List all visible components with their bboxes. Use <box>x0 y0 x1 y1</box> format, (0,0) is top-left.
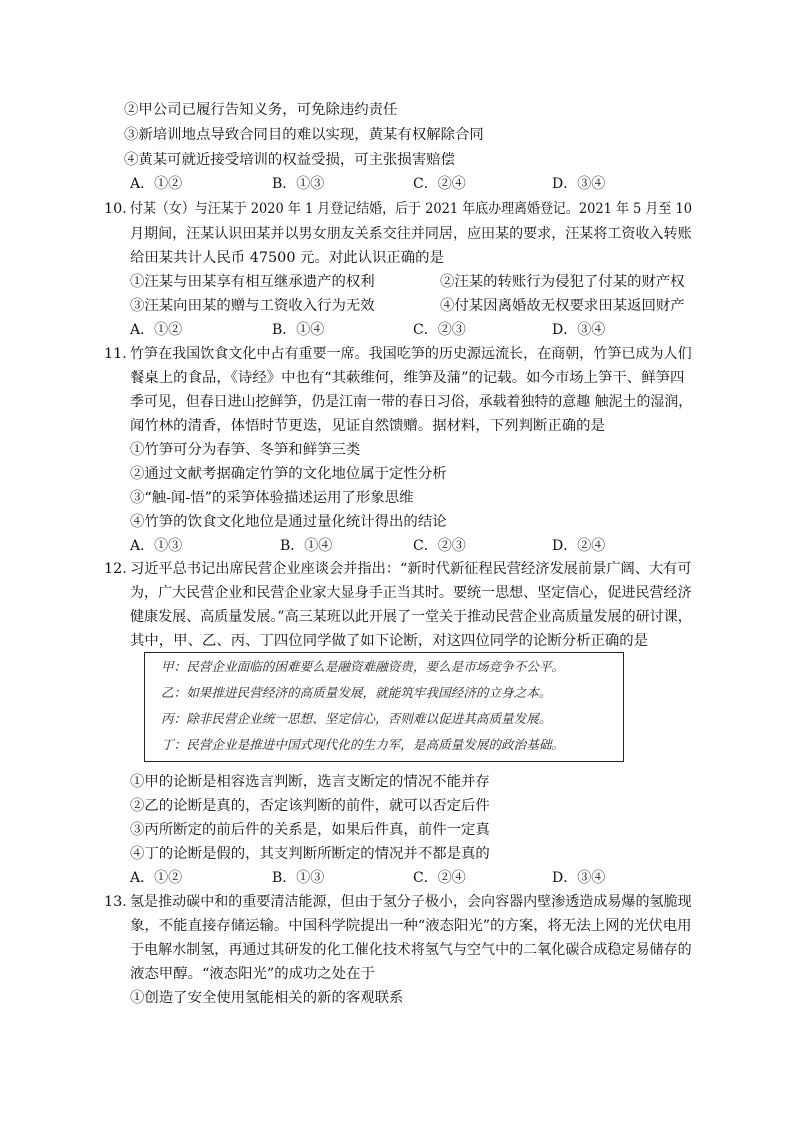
q13-stem-line-2: 象，不能直接存储运输。中国科学院提出一种“液态阳光”的方案，将无法上网的光伏电用 <box>130 918 692 934</box>
q9-option-c: C．②④ <box>413 176 466 192</box>
q12-stem-line-3: 健康发展、高质量发展。”高三某班以此开展了一堂关于推动民营企业高质量发展的研讨课， <box>130 609 692 625</box>
q12-stem-line-2: 为，广大民营企业和民营企业家大显身手正当其时。要统一思想、坚定信心，促进民营经济 <box>130 585 692 601</box>
q10-option-c: C．②③ <box>413 322 466 338</box>
q10-stem-line-1: 付某（女）与汪某于 2020 年 1 月登记结婚，后于 2021 年底办理离婚登记。2021 年 5 月至 10 <box>130 201 692 217</box>
q9-statement-2: ②甲公司已履行告知义务，可免除违约责任 <box>124 102 398 118</box>
q13-stem-line-3: 于电解水制氢，再通过其研发的化工催化技术将氢气与空气中的二氧化碳合成稳定易储存的 <box>130 942 692 958</box>
q9-statement-4: ④黄某可就近接受培训的权益受损，可主张损害赔偿 <box>124 152 455 168</box>
q11-option-b: B．①④ <box>280 538 333 554</box>
q10-number: 10． <box>104 201 137 217</box>
q10-stem-line-2: 月期间，汪某认识田某并以男女朋友关系交往并同居，应田某的要求，汪某将工资收入转账 <box>130 226 692 242</box>
q11-option-a: A．①③ <box>130 538 183 554</box>
q10-statement-1: ①汪某与田某享有相互继承遗产的权利 <box>130 274 375 290</box>
q10-option-b: B．①④ <box>272 322 325 338</box>
q11-stem-line-2: 餐桌上的食品，《诗经》中也有“其蔌维何，维笋及蒲”的记载。如今市场上笋干、鲜笋四 <box>130 370 685 386</box>
q11-statement-2: ②通过文献考据确定竹笋的文化地位属于定性分析 <box>130 466 447 482</box>
q13-stem-line-1: 氢是推动碳中和的重要清洁能源，但由于氢分子极小，会向容器内壁渗透造成易爆的氢脆现 <box>130 894 692 910</box>
q11-option-d: D．②④ <box>552 538 606 554</box>
q12-statement-1: ①甲的论断是相容选言判断，选言支断定的情况不能并存 <box>130 774 490 790</box>
q12-assertion-jia: 甲：民营企业面临的困难要么是融资难融资贵，要么是市场竞争不公平。 <box>161 659 564 674</box>
q13-number: 13． <box>104 894 137 910</box>
q11-stem-line-1: 竹笋在我国饮食文化中占有重要一席。我国吃笋的历史源远流长，在商朝，竹笋已成为人们 <box>130 346 692 362</box>
q12-assertion-ding: 丁：民营企业是推进中国式现代化的生力军，是高质量发展的政治基础。 <box>161 737 564 752</box>
q10-stem-line-3: 给田某共计人民币 47500 元。对此认识正确的是 <box>130 250 444 266</box>
q11-stem-line-4: 闻竹林的清香，体悟时节更迭，见证自然馈赠。据材料，下列判断正确的是 <box>130 418 605 434</box>
q13-stem-line-4: 液态甲醇。“液态阳光”的成功之处在于 <box>130 966 375 982</box>
q9-option-d: D．③④ <box>552 176 606 192</box>
q10-statement-2: ②汪某的转账行为侵犯了付某的财产权 <box>440 274 685 290</box>
q9-option-a: A．①② <box>130 176 183 192</box>
q11-statement-1: ①竹笋可分为春笋、冬笋和鲜笋三类 <box>130 442 361 458</box>
q12-option-d: D．③④ <box>552 870 606 886</box>
q11-statement-3: ③“触-闻-悟”的采笋体验描述运用了形象思维 <box>130 490 414 506</box>
q10-option-d: D．③④ <box>552 322 606 338</box>
q11-number: 11． <box>104 346 137 362</box>
q12-statement-3: ③丙所断定的前后件的关系是，如果后件真，前件一定真 <box>130 822 490 838</box>
q12-option-a: A．①② <box>130 870 183 886</box>
q9-statement-3: ③新培训地点导致合同目的难以实现，黄某有权解除合同 <box>124 127 484 143</box>
q12-statement-4: ④丁的论断是假的，其支判断所断定的情况并不都是真的 <box>130 846 490 862</box>
q11-stem-line-3: 季可见，但春日进山挖鲜笋，仍是江南一带的春日习俗，承载着独特的意趣 触泥土的湿润， <box>130 394 693 410</box>
q12-option-b: B．①③ <box>272 870 325 886</box>
q9-option-b: B．①③ <box>272 176 325 192</box>
q12-option-c: C．②④ <box>413 870 466 886</box>
q12-assertion-yi: 乙：如果推进民营经济的高质量发展，就能筑牢我国经济的立身之本。 <box>161 685 552 700</box>
q11-option-c: C．②③ <box>413 538 466 554</box>
q12-number: 12． <box>104 561 137 577</box>
q12-stem-line-1: 习近平总书记出席民营企业座谈会并指出：“新时代新征程民营经济发展前景广阔、大有可 <box>130 561 692 577</box>
q11-statement-4: ④竹笋的饮食文化地位是通过量化统计得出的结论 <box>130 514 447 530</box>
q10-statement-4: ④付某因离婚故无权要求田某返回财产 <box>440 298 685 314</box>
q10-option-a: A．①② <box>130 322 183 338</box>
q12-assertion-box <box>144 652 624 762</box>
q12-stem-line-4: 其中，甲、乙、丙、丁四位同学做了如下论断，对这四位同学的论断分析正确的是 <box>130 633 649 649</box>
q10-statement-3: ③汪某向田某的赠与工资收入行为无效 <box>130 298 375 314</box>
q12-statement-2: ②乙的论断是真的，否定该判断的前件，就可以否定后件 <box>130 798 490 814</box>
q12-assertion-bing: 丙：除非民营企业统一思想、坚定信心，否则难以促进其高质量发展。 <box>161 711 552 726</box>
q13-statement-1: ①创造了安全使用氢能相关的新的客观联系 <box>130 990 404 1006</box>
